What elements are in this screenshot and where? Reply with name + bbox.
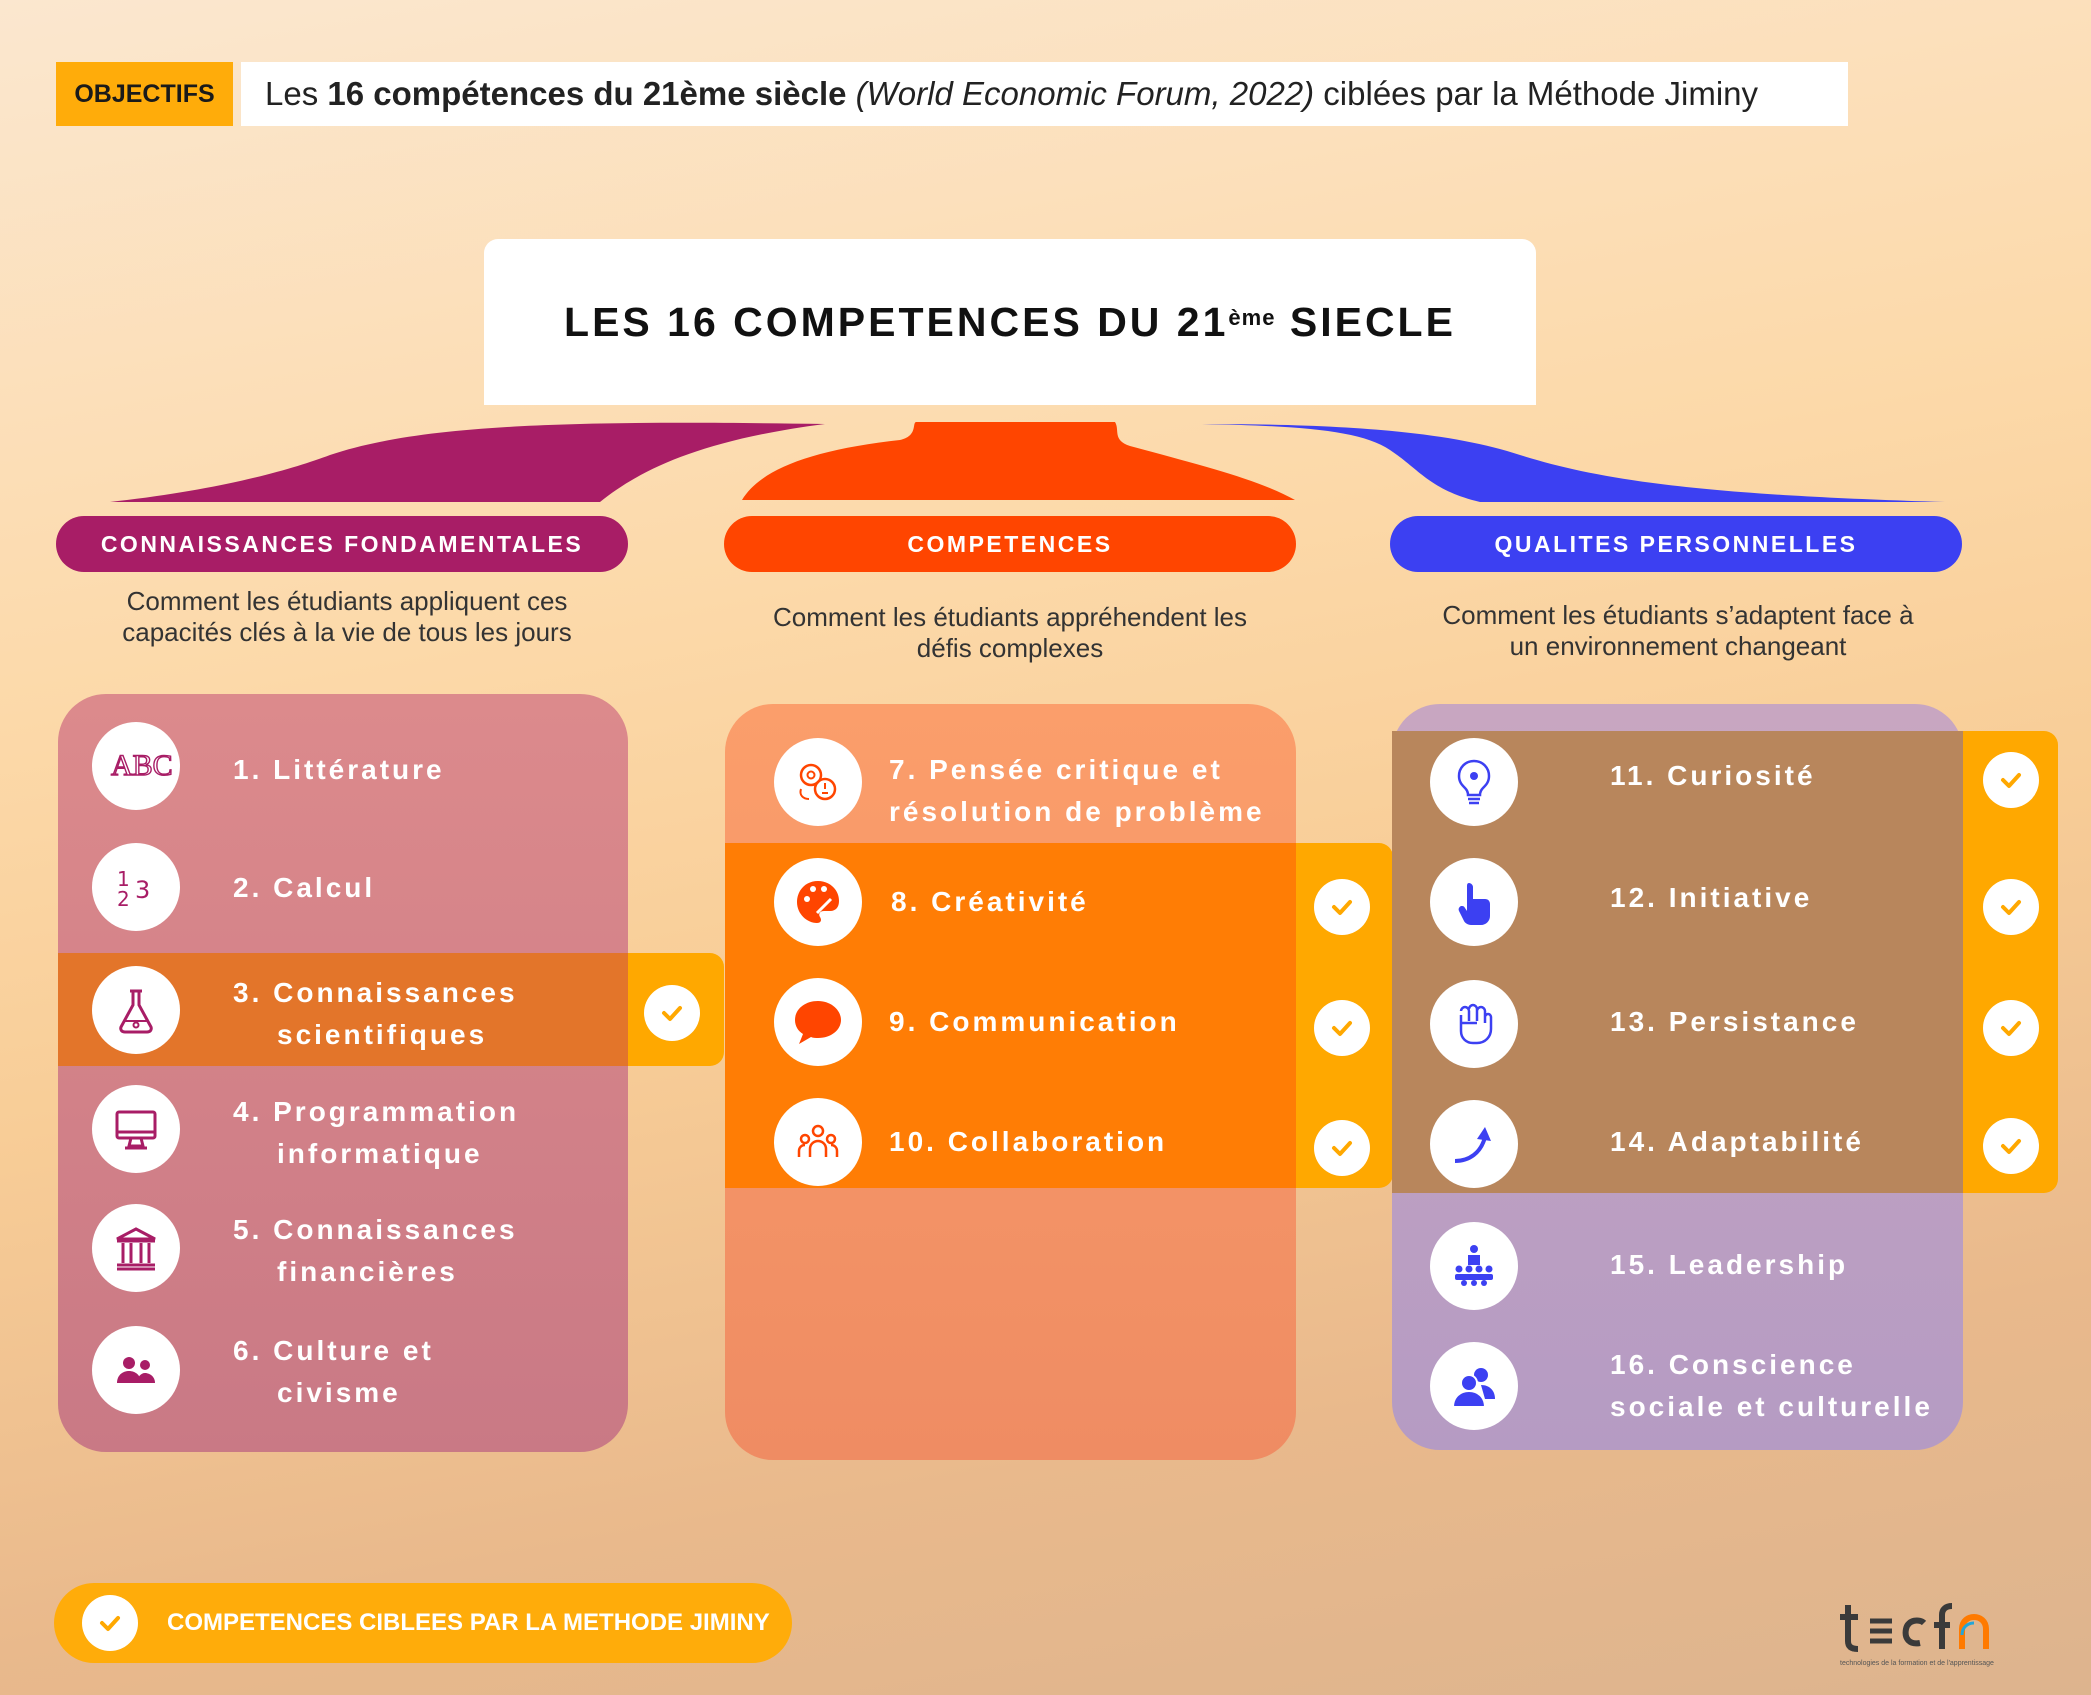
check-icon	[1314, 879, 1370, 935]
palette-icon	[774, 858, 862, 946]
abc-icon	[92, 722, 180, 810]
critical-thinking-icon	[774, 738, 862, 826]
item-label: 16. Conscience	[1610, 1349, 1856, 1380]
connector-swooshes	[0, 0, 2091, 520]
bank-icon	[92, 1204, 180, 1292]
column-header-fundamentals: CONNAISSANCES FONDAMENTALES	[56, 516, 628, 572]
tecfa-logo-mark	[1838, 1595, 1998, 1659]
check-icon	[1314, 1120, 1370, 1176]
check-icon	[1983, 752, 2039, 808]
swoosh-middle	[742, 422, 1295, 500]
numbers-icon	[92, 843, 180, 931]
pointing-hand-icon	[1430, 858, 1518, 946]
item-label: 13. Persistance	[1610, 1006, 1859, 1037]
item-label: 1. Littérature	[233, 754, 445, 785]
item-label: 12. Initiative	[1610, 882, 1813, 913]
main-title-end: SIECLE	[1275, 298, 1456, 345]
speech-bubble-icon	[774, 978, 862, 1066]
item-label-line2: sociale et culturelle	[1610, 1391, 1933, 1422]
objectives-tag: OBJECTIFS	[56, 62, 233, 126]
svg-text:ABC: ABC	[111, 749, 173, 782]
column-description-personal-qualities: Comment les étudiants s’adaptent face à un environnement changeant	[1442, 600, 1914, 661]
banner-text-post: ciblées par la Méthode Jiminy	[1314, 75, 1759, 112]
item-label: 9. Communication	[889, 1006, 1180, 1037]
legend-text: COMPETENCES CIBLEES PAR LA METHODE JIMINY	[167, 1609, 770, 1636]
check-icon	[1983, 1118, 2039, 1174]
curved-arrow-icon	[1430, 1100, 1518, 1188]
legend-check-icon	[82, 1595, 138, 1651]
leader-icon	[1430, 1222, 1518, 1310]
main-title-text: LES 16 COMPETENCES DU 21	[564, 298, 1229, 345]
column-header-competences: COMPETENCES	[724, 516, 1296, 572]
item-label: 15. Leadership	[1610, 1249, 1849, 1280]
fist-icon	[1430, 980, 1518, 1068]
item-label: 2. Calcul	[233, 872, 376, 903]
check-icon	[1983, 1000, 2039, 1056]
banner-text-italic: (World Economic Forum, 2022)	[846, 75, 1315, 112]
column-description-competences: Comment les étudiants appréhendent les défis complexes	[772, 602, 1248, 663]
svg-text:2: 2	[117, 887, 130, 911]
svg-text:3: 3	[135, 876, 151, 904]
item-label: 7. Pensée critique et	[889, 754, 1223, 785]
item-label-line2: civisme	[277, 1377, 401, 1408]
column-header-personal-qualities: QUALITES PERSONNELLES	[1390, 516, 1962, 572]
item-label-line2: informatique	[277, 1138, 483, 1169]
item-label-line2: scientifiques	[277, 1019, 488, 1050]
computer-icon	[92, 1085, 180, 1173]
item-label: 3. Connaissances	[233, 977, 518, 1008]
item-label: 5. Connaissances	[233, 1214, 518, 1245]
banner-text-pre: Les	[265, 75, 328, 112]
social-icon	[1430, 1342, 1518, 1430]
main-title-sup: ème	[1228, 305, 1276, 330]
people-icon	[92, 1326, 180, 1414]
swoosh-left	[110, 423, 825, 502]
logo-subtitle: technologies de la formation et de l'apprentissage	[1840, 1660, 1994, 1667]
item-label: 8. Créativité	[891, 886, 1089, 917]
item-label: 14. Adaptabilité	[1610, 1126, 1864, 1157]
flask-icon	[92, 966, 180, 1054]
swoosh-right	[1202, 424, 1945, 502]
column-description-fundamentals: Comment les étudiants appliquent ces capacités clés à la vie de tous les jours	[122, 586, 572, 647]
item-label: 10. Collaboration	[889, 1126, 1168, 1157]
item-label: 6. Culture et	[233, 1335, 434, 1366]
item-label: 11. Curiosité	[1610, 760, 1816, 791]
check-icon	[1314, 1000, 1370, 1056]
team-icon	[774, 1098, 862, 1186]
check-icon	[644, 985, 700, 1041]
item-label-line2: résolution de problème	[889, 796, 1265, 827]
check-icon	[1983, 879, 2039, 935]
item-label: 4. Programmation	[233, 1096, 520, 1127]
svg-text:1: 1	[117, 867, 130, 891]
item-label-line2: financières	[277, 1256, 458, 1287]
banner-text-bold: 16 compétences du 21ème siècle	[327, 75, 847, 112]
lightbulb-icon	[1430, 738, 1518, 826]
